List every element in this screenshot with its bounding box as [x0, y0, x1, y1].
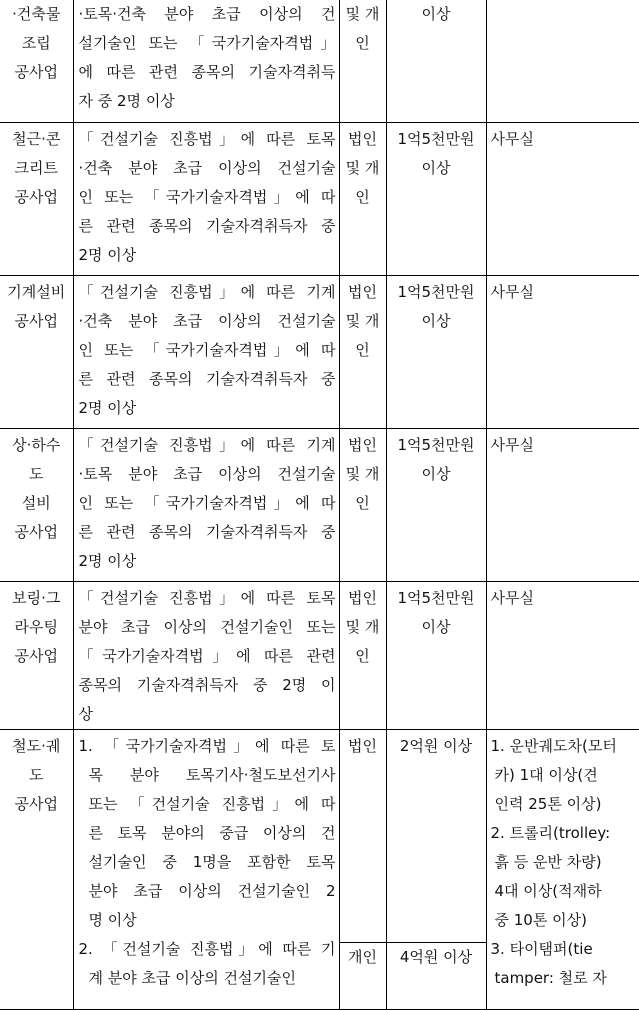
requirement-line: 설기술인 또는 「국가기술자격법」	[79, 29, 336, 58]
entity-line: 인	[340, 642, 386, 671]
requirement-item	[79, 935, 336, 993]
requirement-line: 1. 「국가기술자격법」에 따른 토	[79, 732, 336, 761]
category-line: 공사업	[0, 790, 73, 819]
category-line: 공사업	[0, 183, 73, 212]
facility-line: 사무실	[491, 431, 639, 460]
requirement-line: 「건설기술 진흥법」에 따른 토목	[79, 584, 336, 613]
capital-line: 4억원 이상	[387, 943, 486, 972]
category-line: 공사업	[0, 58, 73, 87]
entity-line: 법인	[340, 431, 386, 460]
table-row	[0, 429, 639, 582]
capital-cell	[386, 123, 486, 276]
facility-line: 2. 트롤리(trolley:	[491, 819, 639, 848]
requirement-line: ·건축 분야 초급 이상의 건설기술	[79, 307, 336, 336]
entity-line: 및 개	[340, 154, 386, 183]
category-line: 도	[0, 460, 73, 489]
requirement-line: 2. 「건설기술 진흥법」에 따른 기	[79, 935, 336, 964]
facility-line: 1. 운반궤도차(모터	[491, 732, 639, 761]
requirement-line: 에 따른 관련 종목의 기술자격취득	[79, 58, 336, 87]
category-line: 보링·그	[0, 584, 73, 613]
category-line: 공사업	[0, 307, 73, 336]
entity-cell	[339, 730, 386, 943]
capital-line: 2억원 이상	[387, 732, 486, 761]
entity-line: 인	[340, 183, 386, 212]
requirement-line: 분야 초급 이상의 건설기술인 또는	[79, 613, 336, 642]
capital-line: 이상	[387, 460, 486, 489]
requirement-line: 2명 이상	[79, 241, 336, 270]
capital-line: 이상	[387, 613, 486, 642]
capital-line: 1억5천만원	[387, 431, 486, 460]
capital-line: 이상	[387, 307, 486, 336]
entity-line: 및 개	[340, 460, 386, 489]
table-row	[0, 123, 639, 276]
facility-line: 사무실	[491, 584, 639, 613]
entity-line: 및 개	[340, 307, 386, 336]
facility-line: 사무실	[491, 125, 639, 154]
category-line: 공사업	[0, 518, 73, 547]
entity-cell	[339, 123, 386, 276]
entity-cell	[339, 943, 386, 1010]
requirement-line: 종목의 기술자격취득자 중 2명 이	[79, 671, 336, 700]
entity-line: 인	[340, 489, 386, 518]
requirement-line: 목 분야 토목기사·철도보선기사	[79, 761, 336, 790]
facility-cell	[486, 123, 639, 276]
capital-line: 1억5천만원	[387, 125, 486, 154]
category-line: ·건축물	[0, 0, 73, 29]
requirement-line: ·토목·건축 분야 초급 이상의 건	[79, 0, 336, 29]
requirement-line: ·토목 분야 초급 이상의 건설기술	[79, 460, 336, 489]
requirement-cell	[73, 582, 339, 730]
entity-line: 및 개	[340, 613, 386, 642]
table-row	[0, 0, 639, 123]
requirement-line: 설기술인 중 1명을 포함한 토목	[79, 848, 336, 877]
requirement-line: 상	[79, 700, 336, 729]
entity-line: 인	[340, 29, 386, 58]
entity-cell	[339, 276, 386, 429]
requirement-line: 「건설기술 진흥법」에 따른 토목	[79, 125, 336, 154]
entity-line: 법인	[340, 125, 386, 154]
facility-line: 3. 타이탬퍼(tie	[491, 935, 639, 964]
facility-line: 흙 등 운반 차량)	[491, 848, 639, 877]
capital-line: 이상	[387, 154, 486, 183]
requirement-line: 「건설기술 진흥법」에 따른 기계	[79, 431, 336, 460]
facility-line: 카) 1대 이상(견	[491, 761, 639, 790]
category-cell	[0, 276, 73, 429]
category-line: 라우팅	[0, 613, 73, 642]
category-line: 철근·콘	[0, 125, 73, 154]
category-line: 조립	[0, 29, 73, 58]
capital-cell	[386, 276, 486, 429]
facility-cell	[486, 429, 639, 582]
category-line: 철도·궤	[0, 732, 73, 761]
requirement-cell	[73, 123, 339, 276]
entity-cell	[339, 0, 386, 123]
table-row	[0, 276, 639, 429]
capital-cell	[386, 0, 486, 123]
requirement-line: 른 관련 종목의 기술자격취득자 중	[79, 212, 336, 241]
requirement-line: 또는 「건설기술 진흥법」에 따	[79, 790, 336, 819]
category-cell	[0, 582, 73, 730]
requirement-line: 명 이상	[79, 906, 336, 935]
requirement-line: 「건설기술 진흥법」에 따른 기계	[79, 278, 336, 307]
requirement-line: 른 관련 종목의 기술자격취득자 중	[79, 518, 336, 547]
category-line: 공사업	[0, 642, 73, 671]
facility-cell	[486, 0, 639, 123]
capital-cell	[386, 730, 486, 943]
facility-line: 인력 25톤 이상)	[491, 790, 639, 819]
requirement-line: 2명 이상	[79, 394, 336, 423]
category-cell	[0, 730, 73, 1010]
requirement-cell	[73, 276, 339, 429]
table-row	[0, 730, 639, 943]
requirement-line: 인 또는 「국가기술자격법」에 따	[79, 489, 336, 518]
category-line: 도	[0, 761, 73, 790]
facility-cell	[486, 276, 639, 429]
requirement-line: 자 중 2명 이상	[79, 87, 336, 116]
entity-line: 법인	[340, 732, 386, 761]
entity-line: 인	[340, 336, 386, 365]
requirement-line: 2명 이상	[79, 547, 336, 576]
facility-line: 사무실	[491, 278, 639, 307]
capital-line: 이상	[387, 0, 486, 29]
entity-cell	[339, 582, 386, 730]
requirement-line: ·건축 분야 초급 이상의 건설기술	[79, 154, 336, 183]
requirement-cell	[73, 0, 339, 123]
capital-cell	[386, 582, 486, 730]
requirement-line: 계 분야 초급 이상의 건설기술인	[79, 964, 336, 993]
capital-cell	[386, 943, 486, 1010]
requirement-cell	[73, 429, 339, 582]
category-line: 크리트	[0, 154, 73, 183]
category-cell	[0, 429, 73, 582]
requirement-line: 인 또는 「국가기술자격법」에 따	[79, 183, 336, 212]
category-line: 설비	[0, 489, 73, 518]
facility-line: 4대 이상(적재하	[491, 877, 639, 906]
requirement-line: 인 또는 「국가기술자격법」에 따	[79, 336, 336, 365]
facility-line: 중 10톤 이상)	[491, 906, 639, 935]
entity-line: 및 개	[340, 0, 386, 29]
entity-line: 법인	[340, 278, 386, 307]
requirement-line: 「국가기술자격법」에 따른 관련	[79, 642, 336, 671]
table-row	[0, 582, 639, 730]
requirement-item	[79, 732, 336, 935]
requirement-line: 른 관련 종목의 기술자격취득자 중	[79, 365, 336, 394]
requirement-cell	[73, 730, 339, 1010]
requirement-line: 른 토목 분야의 중급 이상의 건	[79, 819, 336, 848]
category-cell	[0, 0, 73, 123]
category-cell	[0, 123, 73, 276]
capital-line: 1억5천만원	[387, 584, 486, 613]
facility-cell	[486, 582, 639, 730]
entity-cell	[339, 429, 386, 582]
facility-line: tamper: 철로 자	[491, 964, 639, 993]
facility-cell	[486, 730, 639, 1010]
requirement-line: 분야 초급 이상의 건설기술인 2	[79, 877, 336, 906]
capital-line: 1억5천만원	[387, 278, 486, 307]
capital-cell	[386, 429, 486, 582]
entity-line: 법인	[340, 584, 386, 613]
category-line: 상·하수	[0, 431, 73, 460]
entity-line: 개인	[340, 943, 386, 972]
category-line: 기계설비	[0, 278, 73, 307]
